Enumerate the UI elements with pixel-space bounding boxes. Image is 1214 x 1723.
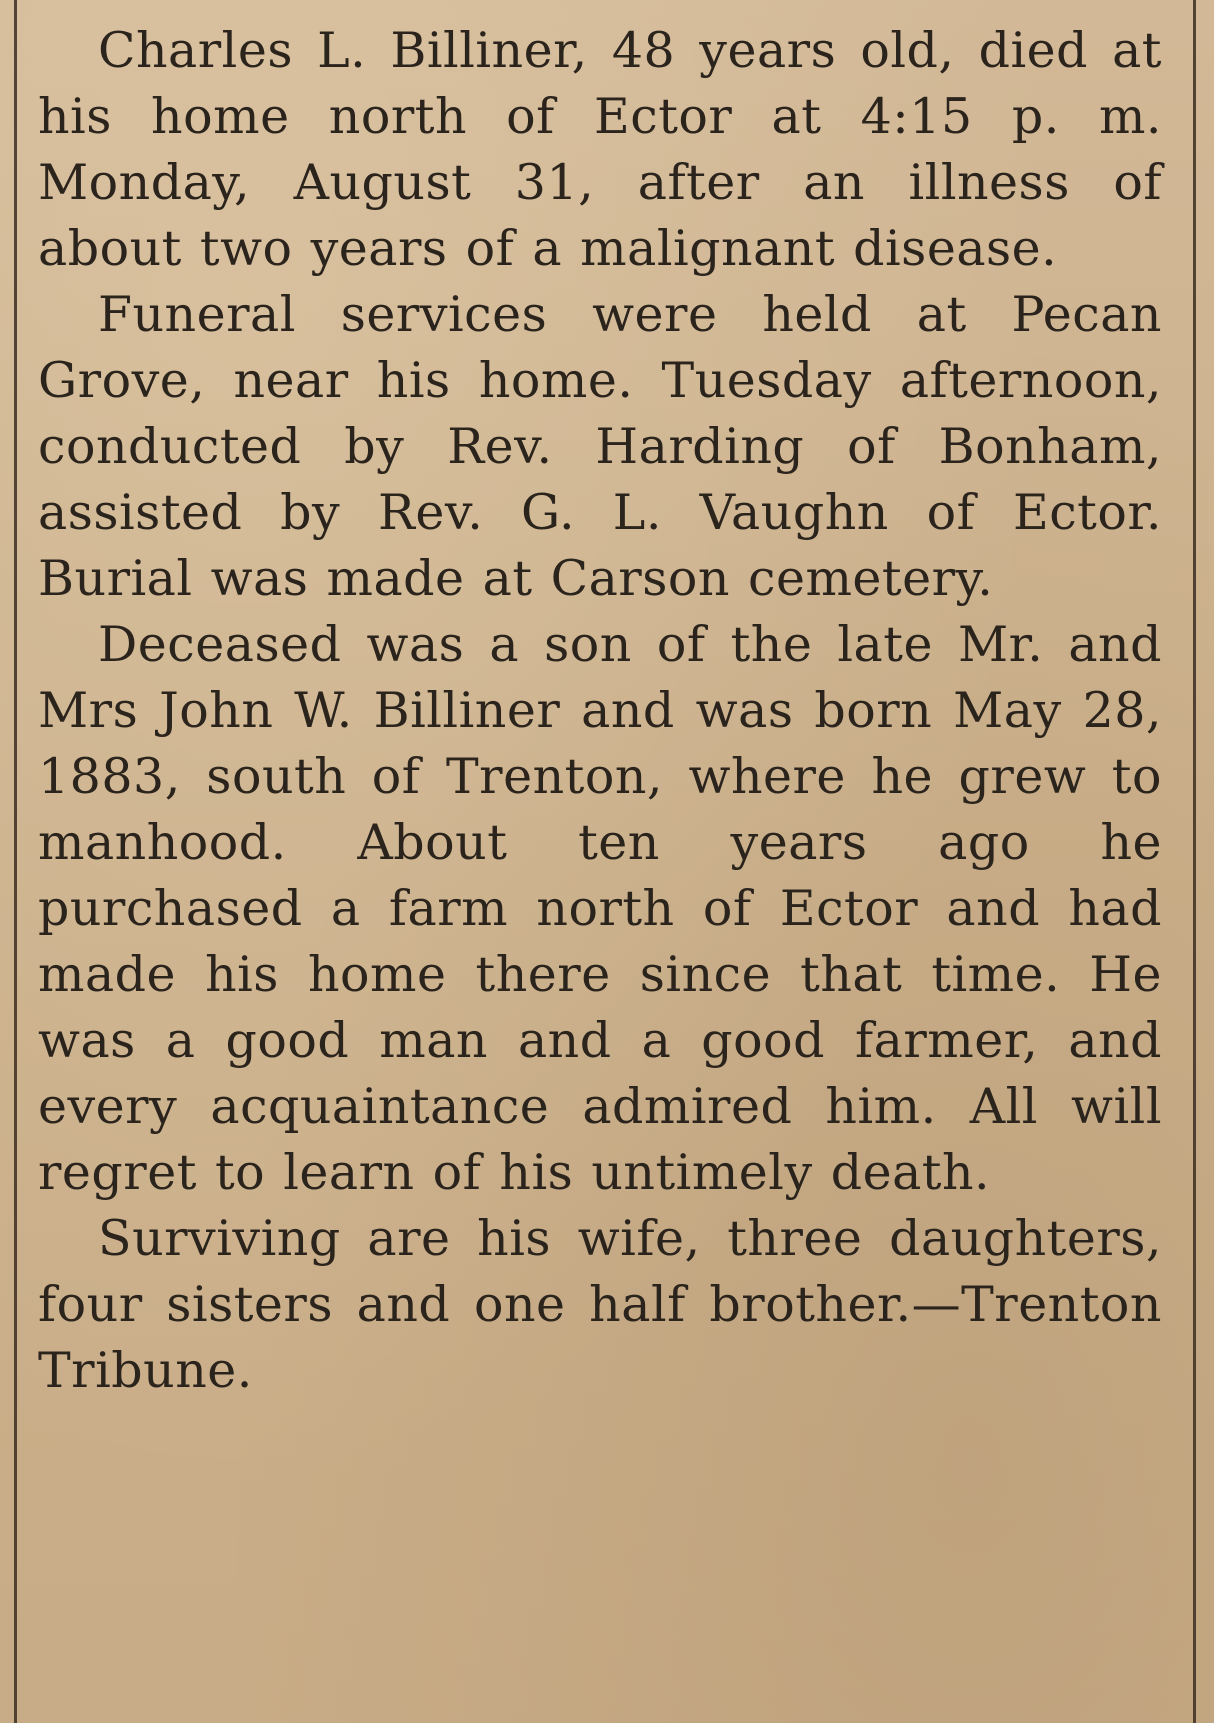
paragraph-survivors: Surviving are his wife, three daughters, four sisters and one half brother.—Trenton Tribune.: [38, 1210, 1162, 1399]
paragraph-biography: Deceased was a son of the late Mr. and Mrs John W. Billiner and was born May 28, 1883, south of Trenton, where he grew to manhood. About ten years ago he purchased a farm north of Ector and had made his home there since that time. He was a good man and a good farmer, and every acquaintance admired him. All will regret to learn of his untimely death.: [38, 616, 1162, 1201]
column-rule-left: [14, 0, 17, 1723]
obituary-article: [38, 18, 1162, 1404]
column-rule-right: [1193, 0, 1196, 1723]
paragraph-death-notice: Charles L. Billiner, 48 years old, died at his home north of Ector at 4:15 p. m. Monday, August 31, after an illness of about two years of a malignant disease.: [38, 22, 1162, 277]
paragraph-funeral-services: Funeral services were held at Pecan Grove, near his home. Tuesday afternoon, conducted by Rev. Harding of Bonham, assisted by Rev. G. L. Vaughn of Ector. Burial was made at Carson cemetery.: [38, 286, 1162, 607]
